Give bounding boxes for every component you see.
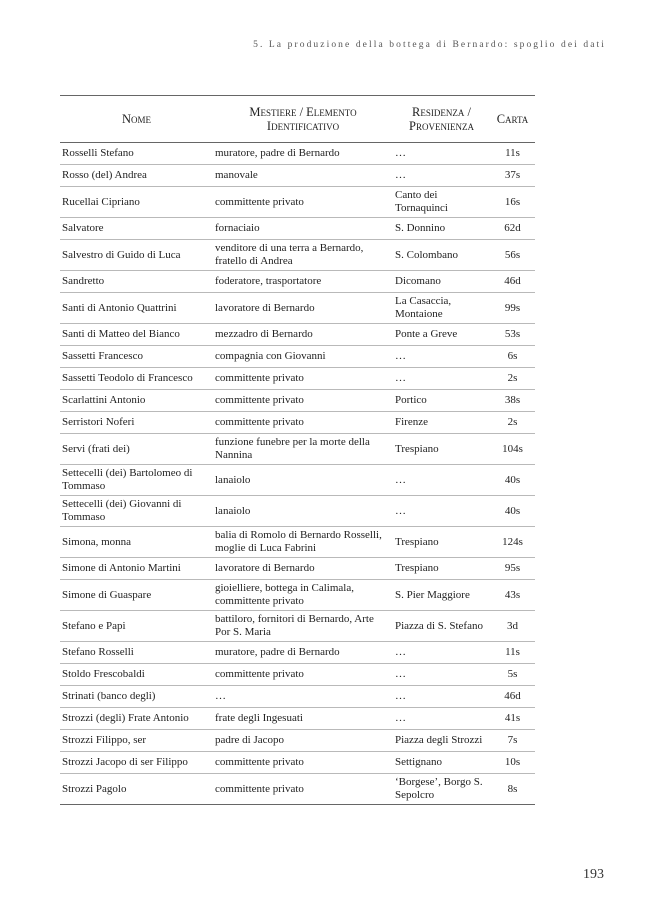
cell-nome: Santi di Antonio Quattrini [60,293,213,324]
cell-mestiere: committente privato [213,390,393,412]
table-row [60,496,535,527]
cell-residenza: Trespiano [393,558,490,580]
cell-carta: 95s [490,558,535,580]
table-row [60,558,535,580]
cell-mestiere: committente privato [213,368,393,390]
cell-residenza: … [393,165,490,187]
cell-nome: Scarlattini Antonio [60,390,213,412]
cell-nome: Rucellai Cipriano [60,187,213,218]
cell-carta: 2s [490,368,535,390]
table-row [60,390,535,412]
cell-carta: 3d [490,611,535,642]
cell-nome: Rosso (del) Andrea [60,165,213,187]
cell-nome: Sassetti Teodolo di Francesco [60,368,213,390]
table-row [60,774,535,805]
cell-mestiere: compagnia con Giovanni [213,346,393,368]
table-row [60,143,535,165]
cell-nome: Strozzi (degli) Frate Antonio [60,708,213,730]
cell-mestiere: mezzadro di Bernardo [213,324,393,346]
cell-carta: 53s [490,324,535,346]
cell-mestiere: balia di Romolo di Bernardo Rosselli, moglie di Luca Fabrini [213,527,393,558]
cell-residenza: Canto dei Tornaquinci [393,187,490,218]
cell-mestiere: lanaiolo [213,496,393,527]
table-row [60,240,535,271]
cell-carta: 8s [490,774,535,805]
table-row [60,708,535,730]
table-row [60,611,535,642]
cell-carta: 62d [490,218,535,240]
cell-nome: Strozzi Filippo, ser [60,730,213,752]
cell-residenza: … [393,346,490,368]
cell-carta: 16s [490,187,535,218]
cell-nome: Settecelli (dei) Giovanni di Tommaso [60,496,213,527]
cell-mestiere: committente privato [213,664,393,686]
cell-mestiere: muratore, padre di Bernardo [213,143,393,165]
cell-mestiere: muratore, padre di Bernardo [213,642,393,664]
table-row [60,412,535,434]
cell-residenza: Ponte a Greve [393,324,490,346]
cell-residenza: … [393,708,490,730]
cell-residenza: … [393,686,490,708]
cell-residenza: S. Colombano [393,240,490,271]
cell-mestiere: manovale [213,165,393,187]
cell-residenza: Trespiano [393,527,490,558]
cell-carta: 104s [490,434,535,465]
running-head: 5. La produzione della bottega di Bernardo: spoglio dei dati [253,40,606,50]
cell-carta: 46d [490,686,535,708]
table-row [60,368,535,390]
cell-carta: 40s [490,465,535,496]
table-header [60,96,535,143]
cell-carta: 11s [490,143,535,165]
table-row [60,730,535,752]
cell-mestiere: committente privato [213,774,393,805]
cell-carta: 41s [490,708,535,730]
table-row [60,293,535,324]
cell-carta: 40s [490,496,535,527]
cell-carta: 43s [490,580,535,611]
cell-carta: 37s [490,165,535,187]
cell-mestiere: … [213,686,393,708]
cell-carta: 99s [490,293,535,324]
header-mestiere: Mestiere / Elemento Identificativo [213,96,393,143]
header-nome: Nome [60,96,213,143]
cell-mestiere: gioielliere, bottega in Calimala, committente privato [213,580,393,611]
cell-residenza: Piazza di S. Stefano [393,611,490,642]
cell-residenza: Trespiano [393,434,490,465]
names-table [60,95,535,805]
cell-carta: 10s [490,752,535,774]
cell-mestiere: committente privato [213,187,393,218]
cell-carta: 2s [490,412,535,434]
header-carta: Carta [490,96,535,143]
cell-nome: Sassetti Francesco [60,346,213,368]
cell-carta: 7s [490,730,535,752]
table-row [60,165,535,187]
cell-nome: Simona, monna [60,527,213,558]
cell-nome: Santi di Matteo del Bianco [60,324,213,346]
cell-mestiere: funzione funebre per la morte della Nannina [213,434,393,465]
cell-nome: Strozzi Jacopo di ser Filippo [60,752,213,774]
cell-mestiere: venditore di una terra a Bernardo, fratello di Andrea [213,240,393,271]
cell-carta: 6s [490,346,535,368]
cell-nome: Simone di Guaspare [60,580,213,611]
cell-mestiere: fornaciaio [213,218,393,240]
page-number: 193 [583,867,604,882]
cell-nome: Rosselli Stefano [60,143,213,165]
table-row [60,752,535,774]
cell-residenza: … [393,368,490,390]
cell-residenza: … [393,664,490,686]
cell-residenza: … [393,642,490,664]
cell-residenza: Settignano [393,752,490,774]
cell-nome: Strozzi Pagolo [60,774,213,805]
cell-residenza: Portico [393,390,490,412]
table-row [60,527,535,558]
table-row [60,642,535,664]
table-row [60,324,535,346]
cell-residenza: … [393,143,490,165]
cell-carta: 124s [490,527,535,558]
cell-mestiere: lanaiolo [213,465,393,496]
header-residenza: Residenza / Provenienza [393,96,490,143]
cell-nome: Servi (frati dei) [60,434,213,465]
cell-carta: 56s [490,240,535,271]
cell-mestiere: lavoratore di Bernardo [213,558,393,580]
table-row [60,686,535,708]
table-row [60,580,535,611]
cell-mestiere: committente privato [213,412,393,434]
cell-residenza: … [393,496,490,527]
cell-residenza: Dicomano [393,271,490,293]
cell-residenza: ‘Borgese’, Borgo S. Sepolcro [393,774,490,805]
cell-nome: Settecelli (dei) Bartolomeo di Tommaso [60,465,213,496]
cell-residenza: … [393,465,490,496]
cell-nome: Salvestro di Guido di Luca [60,240,213,271]
cell-residenza: Piazza degli Strozzi [393,730,490,752]
table-row [60,271,535,293]
cell-carta: 46d [490,271,535,293]
cell-residenza: Firenze [393,412,490,434]
cell-mestiere: battiloro, fornitori di Bernardo, Arte Por S. Maria [213,611,393,642]
cell-residenza: S. Pier Maggiore [393,580,490,611]
table-row [60,218,535,240]
cell-nome: Sandretto [60,271,213,293]
cell-residenza: S. Donnino [393,218,490,240]
table-row [60,187,535,218]
cell-nome: Stoldo Frescobaldi [60,664,213,686]
table-body [60,143,535,805]
table-row [60,664,535,686]
cell-nome: Simone di Antonio Martini [60,558,213,580]
cell-mestiere: committente privato [213,752,393,774]
cell-mestiere: foderatore, trasportatore [213,271,393,293]
cell-nome: Salvatore [60,218,213,240]
table-row [60,434,535,465]
table-row [60,465,535,496]
cell-mestiere: lavoratore di Bernardo [213,293,393,324]
cell-nome: Stefano e Papi [60,611,213,642]
cell-carta: 11s [490,642,535,664]
cell-carta: 38s [490,390,535,412]
cell-residenza: La Casaccia, Montaione [393,293,490,324]
cell-nome: Strinati (banco degli) [60,686,213,708]
cell-nome: Serristori Noferi [60,412,213,434]
cell-mestiere: padre di Jacopo [213,730,393,752]
cell-carta: 5s [490,664,535,686]
cell-mestiere: frate degli Ingesuati [213,708,393,730]
cell-nome: Stefano Rosselli [60,642,213,664]
table-row [60,346,535,368]
